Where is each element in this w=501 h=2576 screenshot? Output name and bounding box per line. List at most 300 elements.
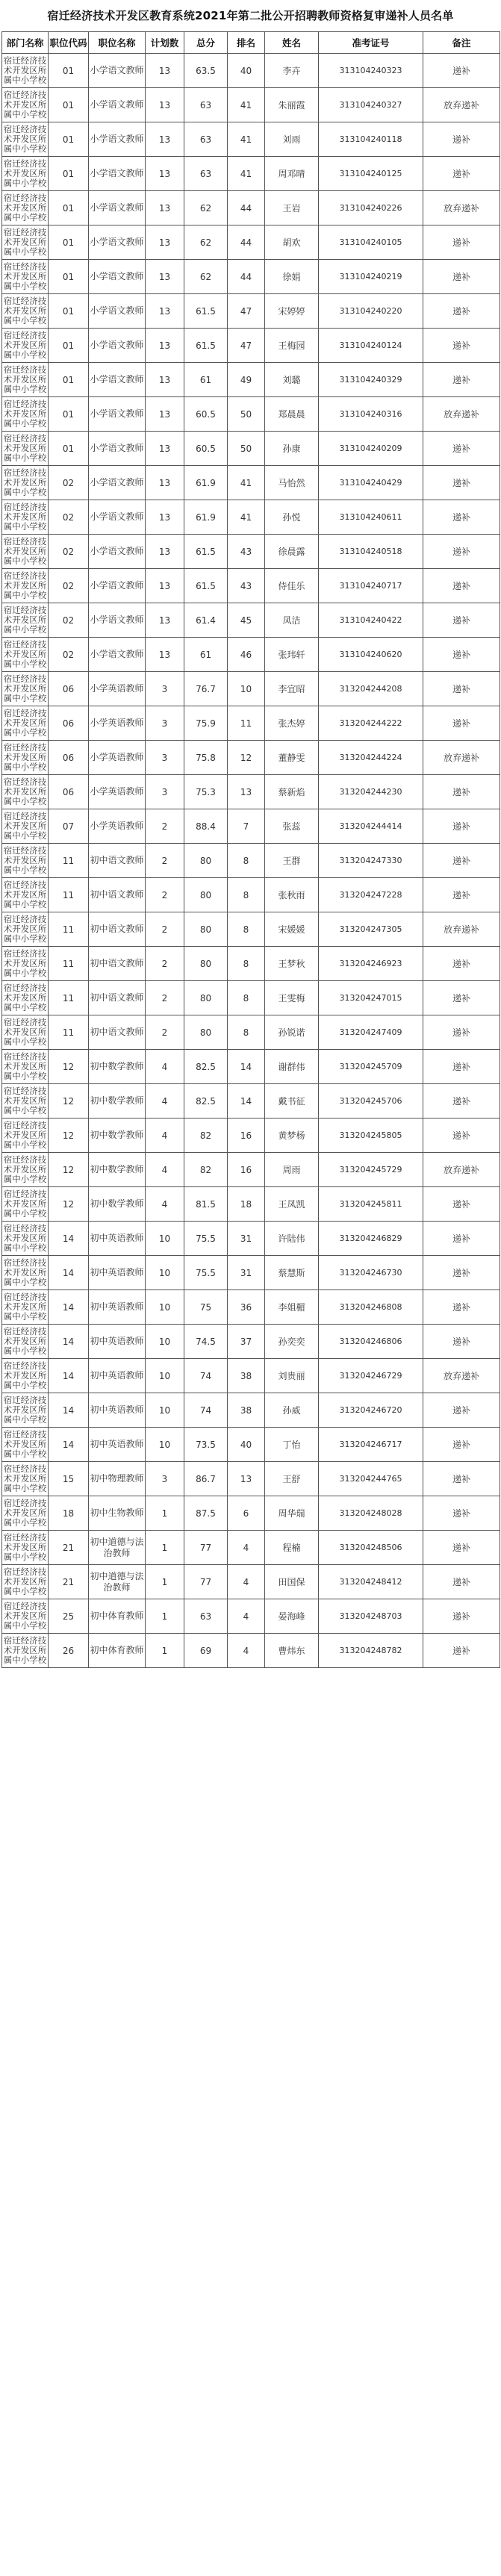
cell-plan: 13 [146, 191, 184, 225]
cell-score: 75.9 [184, 706, 228, 741]
cell-code: 14 [49, 1222, 89, 1256]
cell-code: 07 [49, 809, 89, 844]
cell-rank: 47 [228, 294, 265, 329]
cell-rank: 16 [228, 1119, 265, 1153]
table-row [2, 1015, 500, 1050]
cell-plan: 13 [146, 638, 184, 672]
cell-score: 80 [184, 844, 228, 878]
cell-code: 06 [49, 741, 89, 775]
table-row [2, 1256, 500, 1290]
cell-dept: 宿迁经济技术开发区所属中小学校 [2, 1325, 49, 1359]
cell-rank: 8 [228, 981, 265, 1015]
table-row [2, 947, 500, 981]
cell-score: 61.5 [184, 535, 228, 569]
cell-dept: 宿迁经济技术开发区所属中小学校 [2, 329, 49, 363]
cell-plan: 13 [146, 260, 184, 294]
cell-code: 21 [49, 1565, 89, 1599]
cell-name: 宋媛媛 [265, 912, 319, 947]
cell-name: 王舒 [265, 1462, 319, 1496]
cell-name: 刘贵丽 [265, 1359, 319, 1393]
cell-note: 递补 [423, 122, 500, 157]
cell-dept: 宿迁经济技术开发区所属中小学校 [2, 638, 49, 672]
candidate-table [1, 31, 500, 1668]
cell-note: 递补 [423, 844, 500, 878]
cell-code: 21 [49, 1531, 89, 1565]
cell-score: 61.9 [184, 500, 228, 535]
cell-plan: 2 [146, 809, 184, 844]
cell-code: 01 [49, 260, 89, 294]
cell-name: 周邓晴 [265, 157, 319, 191]
cell-post: 小学语文教师 [89, 260, 146, 294]
cell-code: 02 [49, 603, 89, 638]
cell-dept: 宿迁经济技术开发区所属中小学校 [2, 706, 49, 741]
cell-exam-number: 313204246923 [319, 947, 423, 981]
cell-note: 放弃递补 [423, 88, 500, 122]
cell-rank: 44 [228, 225, 265, 260]
cell-plan: 4 [146, 1050, 184, 1084]
cell-code: 01 [49, 88, 89, 122]
cell-dept: 宿迁经济技术开发区所属中小学校 [2, 981, 49, 1015]
cell-dept: 宿迁经济技术开发区所属中小学校 [2, 363, 49, 397]
cell-plan: 10 [146, 1359, 184, 1393]
cell-rank: 13 [228, 775, 265, 809]
cell-rank: 41 [228, 500, 265, 535]
cell-rank: 50 [228, 432, 265, 466]
cell-exam-number: 313104240105 [319, 225, 423, 260]
table-row [2, 706, 500, 741]
cell-dept: 宿迁经济技术开发区所属中小学校 [2, 1565, 49, 1599]
cell-name: 刘雨 [265, 122, 319, 157]
cell-plan: 10 [146, 1393, 184, 1428]
table-row [2, 878, 500, 912]
cell-post: 初中体育教师 [89, 1634, 146, 1668]
cell-rank: 43 [228, 569, 265, 603]
cell-dept: 宿迁经济技术开发区所属中小学校 [2, 1290, 49, 1325]
cell-name: 蔡新焰 [265, 775, 319, 809]
cell-plan: 3 [146, 741, 184, 775]
cell-exam-number: 313104240611 [319, 500, 423, 535]
cell-score: 74.5 [184, 1325, 228, 1359]
cell-code: 01 [49, 329, 89, 363]
table-row [2, 1393, 500, 1428]
cell-note: 递补 [423, 329, 500, 363]
cell-post: 小学语文教师 [89, 397, 146, 432]
cell-note: 递补 [423, 638, 500, 672]
cell-score: 75.3 [184, 775, 228, 809]
cell-rank: 31 [228, 1222, 265, 1256]
cell-score: 82 [184, 1119, 228, 1153]
cell-name: 张秋雨 [265, 878, 319, 912]
cell-post: 初中数学教师 [89, 1187, 146, 1222]
cell-post: 小学语文教师 [89, 569, 146, 603]
cell-code: 01 [49, 54, 89, 88]
cell-post: 小学语文教师 [89, 54, 146, 88]
cell-rank: 44 [228, 191, 265, 225]
cell-note: 递补 [423, 672, 500, 706]
cell-rank: 31 [228, 1256, 265, 1290]
cell-name: 郑晨晨 [265, 397, 319, 432]
cell-code: 14 [49, 1325, 89, 1359]
cell-rank: 49 [228, 363, 265, 397]
cell-post: 初中语文教师 [89, 912, 146, 947]
cell-post: 小学语文教师 [89, 500, 146, 535]
cell-score: 77 [184, 1531, 228, 1565]
cell-dept: 宿迁经济技术开发区所属中小学校 [2, 1393, 49, 1428]
cell-code: 11 [49, 1015, 89, 1050]
cell-rank: 8 [228, 844, 265, 878]
cell-plan: 10 [146, 1428, 184, 1462]
cell-score: 75.8 [184, 741, 228, 775]
cell-plan: 2 [146, 844, 184, 878]
cell-code: 01 [49, 225, 89, 260]
cell-exam-number: 313204246730 [319, 1256, 423, 1290]
cell-post: 初中英语教师 [89, 1256, 146, 1290]
cell-exam-number: 313204248028 [319, 1496, 423, 1531]
cell-code: 14 [49, 1428, 89, 1462]
cell-dept: 宿迁经济技术开发区所属中小学校 [2, 191, 49, 225]
table-row [2, 363, 500, 397]
cell-post: 初中物理教师 [89, 1462, 146, 1496]
table-row [2, 1187, 500, 1222]
cell-note: 放弃递补 [423, 912, 500, 947]
cell-note: 递补 [423, 981, 500, 1015]
cell-dept: 宿迁经济技术开发区所属中小学校 [2, 122, 49, 157]
cell-post: 小学语文教师 [89, 191, 146, 225]
cell-name: 孙奕奕 [265, 1325, 319, 1359]
cell-dept: 宿迁经济技术开发区所属中小学校 [2, 912, 49, 947]
cell-plan: 2 [146, 981, 184, 1015]
cell-code: 12 [49, 1050, 89, 1084]
cell-plan: 13 [146, 500, 184, 535]
cell-post: 初中英语教师 [89, 1290, 146, 1325]
cell-post: 初中语文教师 [89, 981, 146, 1015]
header-note: 备注 [423, 32, 500, 54]
cell-score: 60.5 [184, 397, 228, 432]
cell-name: 曹炜东 [265, 1634, 319, 1668]
cell-dept: 宿迁经济技术开发区所属中小学校 [2, 775, 49, 809]
cell-exam-number: 313104240220 [319, 294, 423, 329]
cell-plan: 1 [146, 1531, 184, 1565]
cell-plan: 10 [146, 1222, 184, 1256]
cell-dept: 宿迁经济技术开发区所属中小学校 [2, 500, 49, 535]
cell-plan: 13 [146, 157, 184, 191]
cell-rank: 14 [228, 1050, 265, 1084]
cell-plan: 2 [146, 912, 184, 947]
cell-plan: 1 [146, 1599, 184, 1634]
cell-exam-number: 313204245805 [319, 1119, 423, 1153]
cell-score: 63 [184, 157, 228, 191]
table-row [2, 500, 500, 535]
table-row [2, 672, 500, 706]
cell-dept: 宿迁经济技术开发区所属中小学校 [2, 844, 49, 878]
cell-plan: 13 [146, 294, 184, 329]
table-row [2, 1599, 500, 1634]
cell-code: 11 [49, 912, 89, 947]
cell-plan: 10 [146, 1256, 184, 1290]
cell-score: 62 [184, 260, 228, 294]
cell-rank: 11 [228, 706, 265, 741]
cell-post: 小学英语教师 [89, 741, 146, 775]
table-row [2, 225, 500, 260]
cell-rank: 36 [228, 1290, 265, 1325]
cell-score: 87.5 [184, 1496, 228, 1531]
cell-rank: 50 [228, 397, 265, 432]
cell-dept: 宿迁经济技术开发区所属中小学校 [2, 225, 49, 260]
cell-plan: 2 [146, 947, 184, 981]
cell-score: 61.4 [184, 603, 228, 638]
cell-dept: 宿迁经济技术开发区所属中小学校 [2, 1222, 49, 1256]
table-row [2, 1531, 500, 1565]
cell-code: 12 [49, 1084, 89, 1119]
cell-exam-number: 313104240125 [319, 157, 423, 191]
cell-score: 82.5 [184, 1084, 228, 1119]
cell-plan: 3 [146, 1462, 184, 1496]
table-row [2, 1496, 500, 1531]
cell-name: 侍佳乐 [265, 569, 319, 603]
cell-post: 小学语文教师 [89, 294, 146, 329]
table-row [2, 1153, 500, 1187]
cell-exam-number: 313104240329 [319, 363, 423, 397]
cell-code: 02 [49, 569, 89, 603]
table-row [2, 1565, 500, 1599]
cell-name: 孙康 [265, 432, 319, 466]
cell-post: 初中语文教师 [89, 1015, 146, 1050]
table-row [2, 191, 500, 225]
cell-plan: 13 [146, 122, 184, 157]
cell-code: 15 [49, 1462, 89, 1496]
cell-exam-number: 313204247330 [319, 844, 423, 878]
cell-rank: 41 [228, 466, 265, 500]
cell-dept: 宿迁经济技术开发区所属中小学校 [2, 947, 49, 981]
cell-exam-number: 313204245709 [319, 1050, 423, 1084]
cell-score: 80 [184, 947, 228, 981]
cell-dept: 宿迁经济技术开发区所属中小学校 [2, 1084, 49, 1119]
header-code: 职位代码 [49, 32, 89, 54]
cell-exam-number: 313204247305 [319, 912, 423, 947]
cell-exam-number: 313104240518 [319, 535, 423, 569]
cell-post: 初中数学教师 [89, 1153, 146, 1187]
table-row [2, 1119, 500, 1153]
cell-code: 12 [49, 1153, 89, 1187]
cell-note: 递补 [423, 466, 500, 500]
cell-dept: 宿迁经济技术开发区所属中小学校 [2, 809, 49, 844]
cell-name: 张玮轩 [265, 638, 319, 672]
cell-score: 75 [184, 1290, 228, 1325]
cell-name: 李姐楣 [265, 1290, 319, 1325]
header-post: 职位名称 [89, 32, 146, 54]
cell-score: 76.7 [184, 672, 228, 706]
cell-score: 73.5 [184, 1428, 228, 1462]
cell-rank: 43 [228, 535, 265, 569]
cell-exam-number: 313204246808 [319, 1290, 423, 1325]
cell-rank: 38 [228, 1359, 265, 1393]
cell-note: 递补 [423, 1325, 500, 1359]
cell-plan: 13 [146, 225, 184, 260]
cell-exam-number: 313204246720 [319, 1393, 423, 1428]
cell-score: 81.5 [184, 1187, 228, 1222]
cell-dept: 宿迁经济技术开发区所属中小学校 [2, 1187, 49, 1222]
cell-note: 放弃递补 [423, 191, 500, 225]
table-row [2, 294, 500, 329]
cell-post: 初中英语教师 [89, 1393, 146, 1428]
cell-score: 61 [184, 363, 228, 397]
cell-code: 02 [49, 466, 89, 500]
cell-score: 77 [184, 1565, 228, 1599]
cell-code: 11 [49, 947, 89, 981]
cell-note: 递补 [423, 1462, 500, 1496]
cell-code: 01 [49, 157, 89, 191]
cell-score: 86.7 [184, 1462, 228, 1496]
cell-code: 06 [49, 706, 89, 741]
table-row [2, 1359, 500, 1393]
table-row [2, 1428, 500, 1462]
cell-score: 80 [184, 912, 228, 947]
cell-code: 14 [49, 1359, 89, 1393]
cell-note: 递补 [423, 1428, 500, 1462]
cell-code: 26 [49, 1634, 89, 1668]
cell-code: 01 [49, 397, 89, 432]
cell-rank: 4 [228, 1599, 265, 1634]
cell-post: 小学语文教师 [89, 432, 146, 466]
cell-note: 递补 [423, 294, 500, 329]
cell-dept: 宿迁经济技术开发区所属中小学校 [2, 260, 49, 294]
cell-dept: 宿迁经济技术开发区所属中小学校 [2, 603, 49, 638]
cell-exam-number: 313204246806 [319, 1325, 423, 1359]
cell-code: 01 [49, 294, 89, 329]
cell-exam-number: 313204246717 [319, 1428, 423, 1462]
cell-score: 60.5 [184, 432, 228, 466]
cell-post: 小学英语教师 [89, 706, 146, 741]
cell-post: 初中数学教师 [89, 1084, 146, 1119]
cell-rank: 12 [228, 741, 265, 775]
cell-dept: 宿迁经济技术开发区所属中小学校 [2, 1153, 49, 1187]
cell-name: 张杰婷 [265, 706, 319, 741]
cell-score: 61.5 [184, 329, 228, 363]
cell-note: 递补 [423, 1222, 500, 1256]
cell-dept: 宿迁经济技术开发区所属中小学校 [2, 1496, 49, 1531]
table-row [2, 1050, 500, 1084]
cell-note: 递补 [423, 947, 500, 981]
cell-note: 递补 [423, 1496, 500, 1531]
cell-dept: 宿迁经济技术开发区所属中小学校 [2, 878, 49, 912]
cell-note: 递补 [423, 1599, 500, 1634]
cell-note: 递补 [423, 363, 500, 397]
cell-exam-number: 313204246829 [319, 1222, 423, 1256]
cell-exam-number: 313204248782 [319, 1634, 423, 1668]
cell-note: 递补 [423, 260, 500, 294]
table-row [2, 54, 500, 88]
cell-note: 放弃递补 [423, 397, 500, 432]
cell-name: 李卉 [265, 54, 319, 88]
page-title: 宿迁经济技术开发区教育系统2021年第二批公开招聘教师资格复审递补人员名单 [47, 9, 454, 22]
cell-plan: 1 [146, 1496, 184, 1531]
cell-dept: 宿迁经济技术开发区所属中小学校 [2, 741, 49, 775]
cell-post: 初中语文教师 [89, 947, 146, 981]
cell-post: 小学语文教师 [89, 157, 146, 191]
cell-score: 80 [184, 981, 228, 1015]
cell-plan: 13 [146, 54, 184, 88]
cell-code: 02 [49, 638, 89, 672]
cell-exam-number: 313204245811 [319, 1187, 423, 1222]
cell-score: 75.5 [184, 1256, 228, 1290]
cell-exam-number: 313104240219 [319, 260, 423, 294]
cell-note: 递补 [423, 1634, 500, 1668]
header-name: 姓名 [265, 32, 319, 54]
cell-note: 放弃递补 [423, 1153, 500, 1187]
cell-code: 11 [49, 981, 89, 1015]
header-dept: 部门名称 [2, 32, 49, 54]
cell-rank: 8 [228, 947, 265, 981]
cell-dept: 宿迁经济技术开发区所属中小学校 [2, 1050, 49, 1084]
cell-plan: 10 [146, 1325, 184, 1359]
cell-note: 递补 [423, 603, 500, 638]
cell-rank: 4 [228, 1634, 265, 1668]
cell-plan: 13 [146, 363, 184, 397]
cell-code: 18 [49, 1496, 89, 1531]
cell-exam-number: 313104240124 [319, 329, 423, 363]
cell-rank: 14 [228, 1084, 265, 1119]
table-body [2, 54, 500, 1668]
cell-dept: 宿迁经济技术开发区所属中小学校 [2, 1359, 49, 1393]
cell-name: 程楠 [265, 1531, 319, 1565]
cell-post: 小学语文教师 [89, 603, 146, 638]
table-row [2, 809, 500, 844]
cell-score: 61 [184, 638, 228, 672]
cell-exam-number: 313204244224 [319, 741, 423, 775]
cell-note: 递补 [423, 878, 500, 912]
cell-score: 82 [184, 1153, 228, 1187]
cell-dept: 宿迁经济技术开发区所属中小学校 [2, 432, 49, 466]
cell-name: 王梅园 [265, 329, 319, 363]
cell-code: 01 [49, 122, 89, 157]
cell-name: 田国保 [265, 1565, 319, 1599]
cell-note: 递补 [423, 1256, 500, 1290]
table-row [2, 535, 500, 569]
header-rank: 排名 [228, 32, 265, 54]
cell-name: 胡欢 [265, 225, 319, 260]
cell-rank: 41 [228, 157, 265, 191]
cell-plan: 1 [146, 1565, 184, 1599]
header-plan: 计划数 [146, 32, 184, 54]
cell-rank: 41 [228, 122, 265, 157]
cell-exam-number: 313104240316 [319, 397, 423, 432]
table-row [2, 775, 500, 809]
cell-note: 递补 [423, 500, 500, 535]
cell-dept: 宿迁经济技术开发区所属中小学校 [2, 1462, 49, 1496]
cell-exam-number: 313204247228 [319, 878, 423, 912]
cell-post: 小学语文教师 [89, 225, 146, 260]
cell-name: 黄梦杨 [265, 1119, 319, 1153]
cell-exam-number: 313204245706 [319, 1084, 423, 1119]
cell-exam-number: 313204247409 [319, 1015, 423, 1050]
cell-name: 丁怡 [265, 1428, 319, 1462]
cell-rank: 8 [228, 878, 265, 912]
cell-dept: 宿迁经济技术开发区所属中小学校 [2, 88, 49, 122]
cell-name: 宋婷婷 [265, 294, 319, 329]
cell-exam-number: 313204247015 [319, 981, 423, 1015]
table-row [2, 638, 500, 672]
cell-name: 王岩 [265, 191, 319, 225]
cell-score: 62 [184, 225, 228, 260]
cell-rank: 8 [228, 1015, 265, 1050]
cell-dept: 宿迁经济技术开发区所属中小学校 [2, 397, 49, 432]
cell-code: 12 [49, 1187, 89, 1222]
cell-score: 80 [184, 1015, 228, 1050]
header-exam-number: 准考证号 [319, 32, 423, 54]
cell-score: 80 [184, 878, 228, 912]
cell-post: 小学语文教师 [89, 122, 146, 157]
cell-code: 11 [49, 878, 89, 912]
